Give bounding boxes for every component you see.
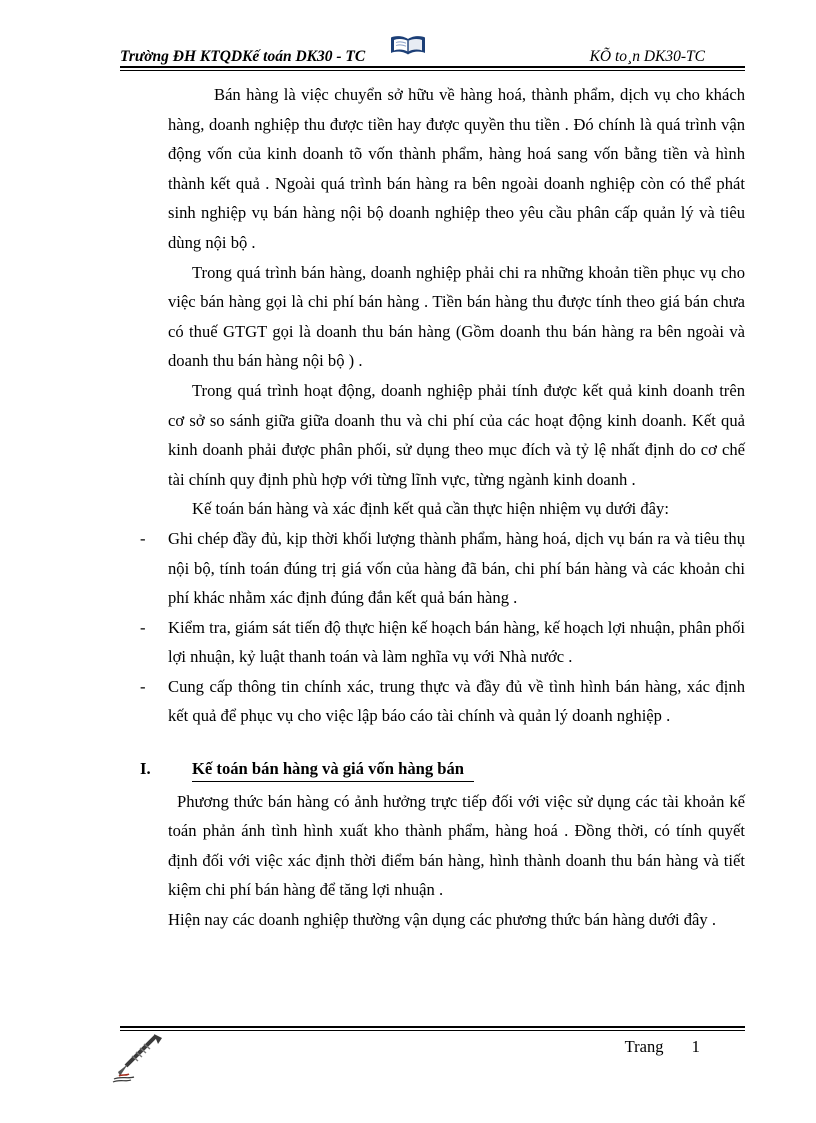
section-number: I. <box>140 759 151 779</box>
paragraph-1: Bán hàng là việc chuyển sở hữu về hàng hoá, thành phẩm, dịch vụ cho khách hàng, doanh nghiệp thu được tiền hay được quyền thu tiền . Đó chính là quá trình vận động vốn của kinh doanh tõ vốn thành phẩm, hàng hoá sang vốn bằng tiền và hình thành kết quả . Ngoài quá trình bán hàng ra bên ngoài doanh nghiệp còn có thể phát sinh nghiệp vụ bán hàng nội bộ doanh nghiệp theo yêu cầu phân cấp quản lý và tiêu dùng nội bộ . <box>168 85 745 252</box>
page-footer <box>625 1037 700 1057</box>
paragraph-4: Kế toán bán hàng và xác định kết quả cần thực hiện nhiệm vụ dưới đây: <box>192 499 669 519</box>
document-body <box>140 80 745 935</box>
paragraph-3: Trong quá trình hoạt động, doanh nghiệp phải tính được kết quả kinh doanh trên cơ sở so sánh giữa giữa doanh thu và chi phí của các hoạt động kinh doanh. Kết quả kinh doanh phải được phân phối, sử dụng theo mục đích và tỷ lệ nhất định do cơ chế tài chính quy định phù hợp với từng lĩnh vực, từng ngành kinh doanh . <box>168 380 745 489</box>
open-book-icon <box>388 34 428 63</box>
list-marker: - <box>140 676 146 696</box>
header-rule <box>120 66 745 71</box>
footer-page-number: 1 <box>691 1037 700 1056</box>
list-item-text: Kiểm tra, giám sát tiến độ thực hiện kế hoạch bán hàng, kế hoạch lợi nhuận, phân phối lợi nhuận, kỷ luật thanh toán và làm nghĩa vụ với Nhà nước . <box>168 617 745 667</box>
quill-pen-icon <box>104 1032 168 1089</box>
list-marker: - <box>140 528 146 548</box>
list-item <box>140 672 745 731</box>
footer-page-label: Trang <box>624 1037 664 1056</box>
page-header <box>120 42 745 66</box>
header-left-text: Trường ĐH KTQDKế toán DK30 - TC <box>120 48 366 65</box>
paragraph-2: Trong quá trình bán hàng, doanh nghiệp phải chi ra những khoản tiền phục vụ cho việc bán hàng gọi là chi phí bán hàng . Tiền bán hàng thu được tính theo giá bán chưa có thuế GTGT gọi là doanh thu bán hàng (Gồm doanh thu bán hàng ra bên ngoài và doanh thu bán hàng nội bộ ) . <box>168 262 745 371</box>
list-item-text: Cung cấp thông tin chính xác, trung thực và đầy đủ về tình hình bán hàng, xác định kết quả để phục vụ cho việc lập báo cáo tài chính và quản lý doanh nghiệp . <box>168 676 745 726</box>
section-paragraph-1: Phương thức bán hàng có ảnh hưởng trực tiếp đối với việc sử dụng các tài khoản kế toán phản ánh tình hình xuất kho thành phẩm, hàng hoá . Đồng thời, có tính quyết định đối với việc xác định thời điểm bán hàng, hình thành doanh thu bán hàng và tiết kiệm chi phí bán hàng để tăng lợi nhuận . <box>168 791 745 900</box>
footer-rule <box>120 1026 745 1031</box>
list-item-text: Ghi chép đầy đủ, kịp thời khối lượng thành phẩm, hàng hoá, dịch vụ bán ra và tiêu thụ nội bộ, tính toán đúng trị giá vốn của hàng đã bán, chi phí bán hàng và các khoản chi phí khác nhằm xác định đúng đắn kết quả bán hàng . <box>168 528 745 608</box>
section-paragraph-2: Hiện nay các doanh nghiệp thường vận dụng các phương thức bán hàng dưới đây . <box>168 910 716 930</box>
section-title: Kế toán bán hàng và giá vốn hàng bán <box>192 757 474 782</box>
section-heading <box>140 754 745 784</box>
header-right-text: KÕ to¸n DK30-TC <box>589 48 705 65</box>
list-item <box>140 613 745 672</box>
list-item <box>140 524 745 613</box>
list-marker: - <box>140 617 146 637</box>
